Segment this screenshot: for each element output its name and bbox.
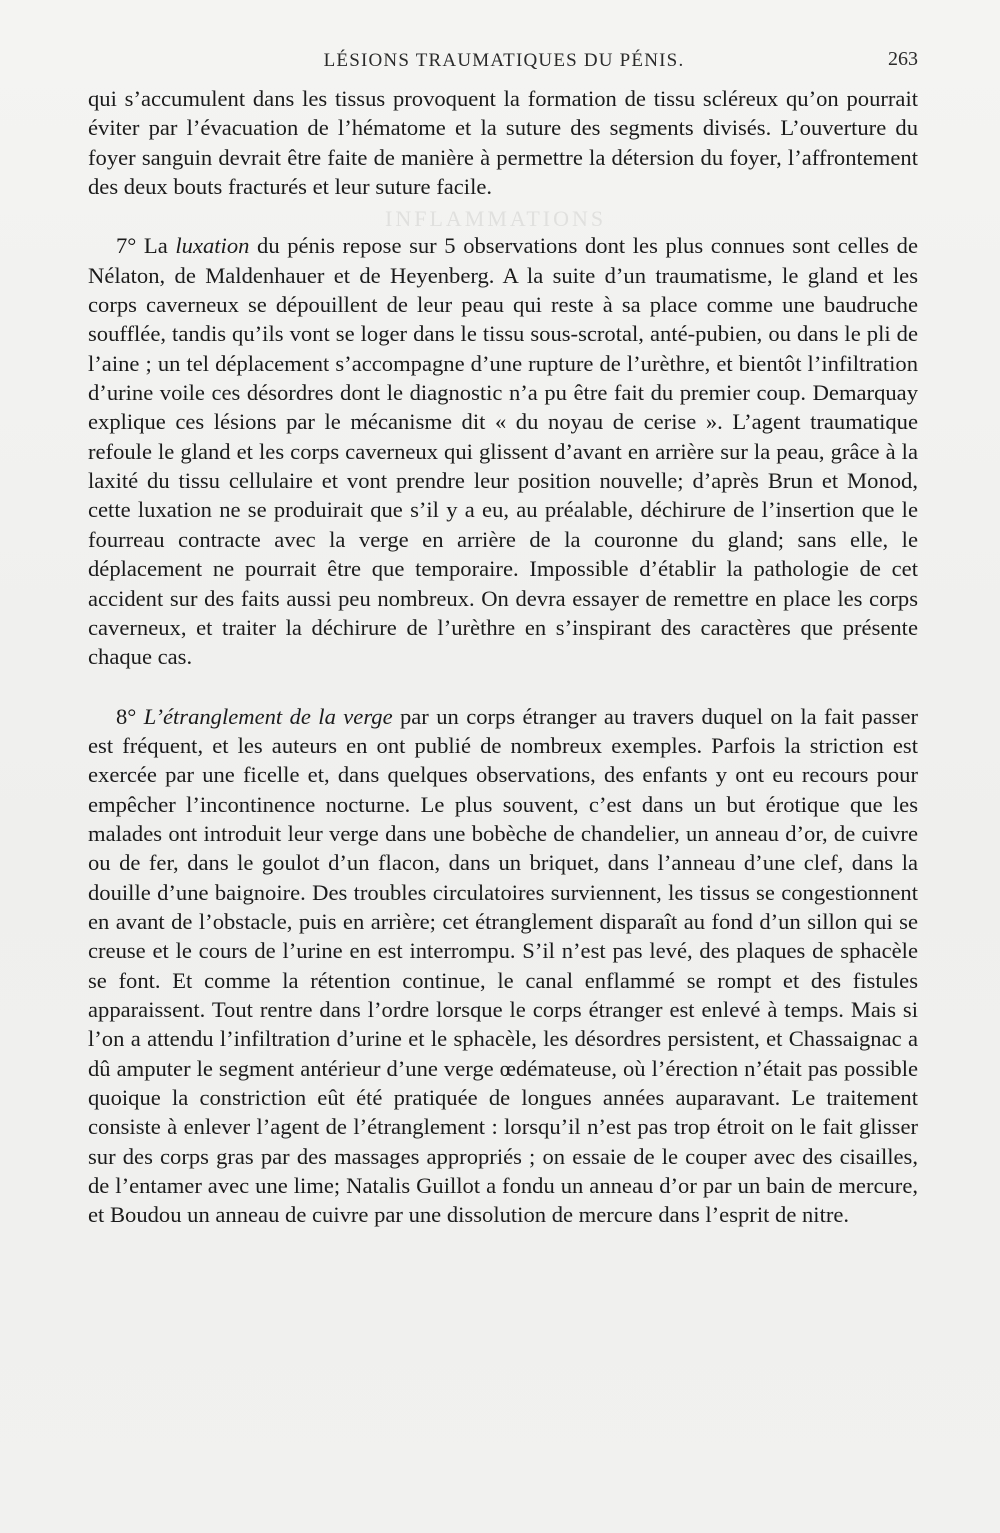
text-span: qui s’accumulent dans les tissus provoquent la formation de tissu scléreux qu’on pourrait éviter par l’évacuation de l’hématome et la suture des segments divisés. L’ouverture du foyer sanguin devrait être faite de manière à permettre la détersion du foyer, l’affrontement des deux bouts fracturés et leur suture facile. <box>88 86 918 200</box>
italic-term: luxation <box>175 233 250 259</box>
paragraph-1 <box>88 84 918 201</box>
italic-term: L’étranglement de la verge <box>143 703 393 729</box>
show-through-text: INFLAMMATIONS <box>385 206 607 231</box>
text-span: 7° La <box>116 233 176 259</box>
paragraph-2-luxation <box>88 231 918 671</box>
page-header <box>88 48 920 78</box>
page-number: 263 <box>888 48 918 70</box>
text-span: du pénis repose sur 5 observations dont les plus connues sont celles de Nélaton, de Maldenhauer et de Heyenberg. A la suite d’un traumatisme, le gland et les corps caverneux se dépouillent de leur peau qui reste à sa place comme une baudruche soufflée, tandis qu’ils vont se loger dans le tissu sous-scrotal, anté-pubien, ou dans le pli de l’aine ; un tel déplacement s’accompagne d’une rupture de l’urèthre, et bientôt l’infiltration d’urine voile ces désordres dont le diagnostic n’a pu être fait du premier coup. Demarquay explique ces lésions par le mécanisme dit « du noyau de cerise ». L’agent traumatique refoule le gland et les corps caverneux qui glissent d’avant en arrière sur la peau, grâce à la laxité du tissu cellulaire et vont prendre leur position nouvelle; d’après Brun et Monod, cette luxation ne se produirait que s’il y a eu, au préalable, déchirure de l’insertion que le fourreau contracte avec la verge en arrière de la couronne du gland; sans elle, le déplacement ne pourrait être que temporaire. Impossible d’établir la pathologie de cet accident sur des faits aussi peu nombreux. On devra essayer de remettre en place les corps caverneux, et traiter la déchirure de l’urèthre en s’inspirant des caractères que présente chaque cas. <box>88 233 918 670</box>
text-span: par un corps étranger au travers duquel on la fait passer est fréquent, et les auteurs en ont publié de nombreux exemples. Parfois la striction est exercée par une ficelle et, dans quelques observations, des enfants y ont eu recours pour empêcher l’incontinence nocturne. Le plus souvent, c’est dans un but érotique que les malades ont introduit leur verge dans une bobèche de chandelier, un anneau d’or, de cuivre ou de fer, dans le goulot d’un flacon, dans un briquet, dans l’anneau d’une clef, dans la douille d’une baignoire. Des troubles circulatoires surviennent, les tissus se congestionnent en avant de l’obstacle, puis en arrière; cet étranglement disparaît au fond d’un sillon qui se creuse et le cours de l’urine en est interrompu. S’il n’est pas levé, des plaques de sphacèle se font. Et comme la rétention continue, le canal enflammé se rompt et des fistules apparaissent. Tout rentre dans l’ordre lorsque le corps étranger est enlevé à temps. Mais si l’on a attendu l’infiltration d’urine et le sphacèle, les désordres persistent, et Chassaignac a dû amputer le segment antérieur d’une verge œdémateuse, où l’érection n’était pas possible quoique la constriction eût été pratiquée de longues années auparavant. Le traitement consiste à enlever l’agent de l’étranglement : lorsqu’il n’est pas trop étroit on le fait glisser sur des corps gras par des massages appropriés ; on essaie de le couper avec des cisailles, de l’entamer avec une lime; Natalis Guillot a fondu un anneau d’or par un bain de mercure, et Boudou un anneau de cuivre par une dissolution de mercure dans l’esprit de nitre. <box>88 703 918 1228</box>
paragraph-3-etranglement <box>88 702 918 1230</box>
running-title: LÉSIONS TRAUMATIQUES DU PÉNIS. <box>323 50 685 71</box>
body-text <box>88 84 918 1230</box>
text-span: 8° <box>116 703 144 729</box>
